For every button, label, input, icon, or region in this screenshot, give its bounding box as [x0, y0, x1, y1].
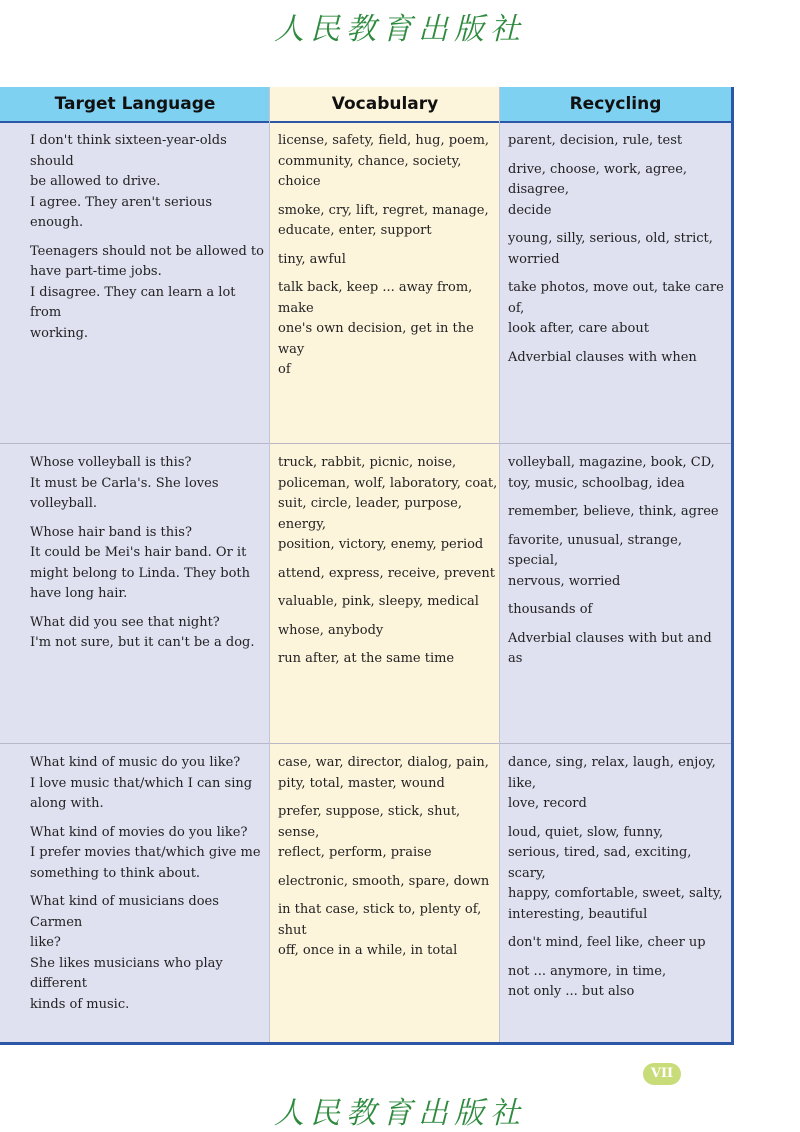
text-line: suit, circle, leader, purpose, energy,: [278, 496, 462, 532]
text-line: case, war, director, dialog, pain,: [278, 755, 489, 770]
text-block: [278, 621, 498, 642]
syllabus-table: [0, 87, 734, 1045]
text-line: not only ... but also: [508, 984, 635, 999]
text-line: favorite, unusual, strange, special,: [508, 532, 683, 568]
text-line: Whose hair band is this?: [30, 524, 192, 540]
text-block: [508, 823, 730, 926]
text-block: [278, 900, 498, 962]
column-divider: [499, 87, 500, 1042]
text-line: run after, at the same time: [278, 651, 455, 666]
text-line: look after, care about: [508, 321, 649, 336]
text-block: [508, 348, 730, 369]
text-block: [278, 649, 498, 670]
text-line: toy, music, schoolbag, idea: [508, 475, 685, 491]
text-line: educate, enter, support: [278, 223, 432, 238]
text-block: [278, 201, 498, 242]
row-divider: [0, 743, 731, 744]
text-block: [278, 872, 498, 893]
text-line: It must be Carla's. She loves volleyball.: [30, 475, 219, 511]
text-block: [30, 823, 266, 885]
text-line: be allowed to drive.: [30, 174, 161, 189]
text-block: [508, 160, 730, 222]
text-line: tiny, awful: [278, 251, 346, 267]
text-line: happy, comfortable, sweet, salty,: [508, 886, 723, 901]
recycling-cell: [508, 131, 730, 376]
text-block: [508, 753, 730, 815]
text-line: might belong to Linda. They both: [30, 565, 251, 581]
text-line: have part-time jobs.: [30, 264, 162, 279]
text-line: parent, decision, rule, test: [508, 133, 683, 148]
text-block: [30, 453, 266, 515]
text-block: [30, 242, 266, 345]
header-recycling: Recycling: [500, 87, 731, 121]
text-line: interesting, beautiful: [508, 906, 648, 922]
text-line: don't mind, feel like, cheer up: [508, 935, 706, 950]
text-line: What kind of music do you like?: [30, 755, 241, 770]
text-line: reflect, perform, praise: [278, 845, 432, 860]
text-line: have long hair.: [30, 586, 128, 601]
text-block: [278, 564, 498, 585]
text-line: love, record: [508, 796, 587, 811]
text-line: position, victory, enemy, period: [278, 537, 484, 552]
vocabulary-cell: [278, 453, 498, 678]
vocabulary-cell: [278, 131, 498, 389]
text-line: valuable, pink, sleepy, medical: [278, 594, 479, 609]
text-line: smoke, cry, lift, regret, manage,: [278, 202, 489, 218]
text-line: She likes musicians who play different: [30, 955, 223, 991]
text-line: nervous, worried: [508, 573, 621, 589]
text-line: in that case, stick to, plenty of, shut: [278, 902, 482, 938]
vocabulary-cell: [278, 753, 498, 970]
text-line: prefer, suppose, stick, shut, sense,: [278, 804, 461, 840]
text-line: volleyball, magazine, book, CD,: [508, 455, 715, 470]
text-line: I disagree. They can learn a lot from: [30, 284, 236, 320]
text-line: working.: [30, 325, 89, 341]
row-divider: [0, 443, 731, 444]
text-line: electronic, smooth, spare, down: [278, 873, 490, 889]
text-line: thousands of: [508, 602, 593, 617]
text-block: [508, 229, 730, 270]
text-line: I love music that/which I can sing: [30, 775, 253, 791]
text-block: [278, 753, 498, 794]
header-vocabulary: Vocabulary: [270, 87, 500, 121]
text-line: What did you see that night?: [30, 614, 220, 630]
text-block: [508, 531, 730, 593]
text-line: off, once in a while, in total: [278, 943, 458, 958]
text-block: [508, 933, 730, 954]
text-block: [508, 962, 730, 1003]
text-block: [278, 802, 498, 864]
header-target-language: Target Language: [0, 87, 270, 121]
target-language-cell: [30, 753, 266, 1023]
column-divider: [269, 87, 270, 1042]
text-line: decide: [508, 202, 552, 218]
text-line: remember, believe, think, agree: [508, 504, 719, 519]
text-line: dance, sing, relax, laugh, enjoy, like,: [508, 755, 716, 791]
text-line: attend, express, receive, prevent: [278, 565, 495, 581]
text-line: policeman, wolf, laboratory, coat,: [278, 475, 498, 491]
text-block: [30, 613, 266, 654]
text-line: something to think about.: [30, 865, 201, 881]
text-line: along with.: [30, 796, 104, 811]
text-block: [508, 600, 730, 621]
text-line: worried: [508, 251, 560, 267]
text-line: kinds of music.: [30, 996, 130, 1012]
text-line: like?: [30, 935, 61, 950]
text-line: of: [278, 362, 291, 377]
text-line: It could be Mei's hair band. Or it: [30, 545, 247, 560]
target-language-cell: [30, 131, 266, 352]
text-line: license, safety, field, hug, poem,: [278, 133, 490, 148]
text-line: take photos, move out, take care of,: [508, 280, 724, 316]
text-line: not ... anymore, in time,: [508, 963, 667, 979]
text-line: I agree. They aren't serious enough.: [30, 194, 212, 230]
publisher-watermark-top: 人民教育出版社: [274, 12, 526, 47]
text-line: pity, total, master, wound: [278, 775, 445, 791]
target-language-cell: [30, 453, 266, 662]
text-line: community, chance, society, choice: [278, 153, 462, 189]
text-block: [30, 131, 266, 234]
text-block: [508, 629, 730, 670]
text-block: [278, 592, 498, 613]
publisher-watermark-bottom: 人民教育出版社: [274, 1096, 526, 1131]
text-block: [508, 131, 730, 152]
text-line: loud, quiet, slow, funny,: [508, 824, 664, 840]
text-block: [278, 131, 498, 193]
text-block: [278, 278, 498, 381]
text-line: truck, rabbit, picnic, noise,: [278, 455, 457, 470]
text-block: [30, 753, 266, 815]
text-block: [278, 250, 498, 271]
text-line: young, silly, serious, old, strict,: [508, 231, 713, 246]
recycling-cell: [508, 753, 730, 1011]
text-line: talk back, keep ... away from, make: [278, 280, 473, 316]
text-line: whose, anybody: [278, 622, 384, 638]
text-line: What kind of musicians does Carmen: [30, 894, 219, 930]
text-block: [508, 502, 730, 523]
text-block: [30, 523, 266, 605]
text-line: I'm not sure, but it can't be a dog.: [30, 635, 255, 650]
text-block: [30, 892, 266, 1015]
recycling-cell: [508, 453, 730, 678]
text-block: [508, 453, 730, 494]
text-line: I prefer movies that/which give me: [30, 845, 261, 860]
text-line: Adverbial clauses with when: [508, 349, 697, 365]
text-line: Adverbial clauses with but and as: [508, 630, 712, 666]
page-number-badge: VII: [643, 1063, 681, 1085]
text-line: serious, tired, sad, exciting, scary,: [508, 845, 692, 881]
text-line: Teenagers should not be allowed to: [30, 243, 264, 259]
text-line: drive, choose, work, agree, disagree,: [508, 161, 688, 197]
text-block: [278, 453, 498, 556]
header-divider: [0, 121, 731, 123]
text-block: [508, 278, 730, 340]
text-line: one's own decision, get in the way: [278, 321, 474, 357]
text-line: I don't think sixteen-year-olds should: [30, 133, 227, 169]
text-line: What kind of movies do you like?: [30, 824, 248, 840]
text-line: Whose volleyball is this?: [30, 455, 192, 470]
